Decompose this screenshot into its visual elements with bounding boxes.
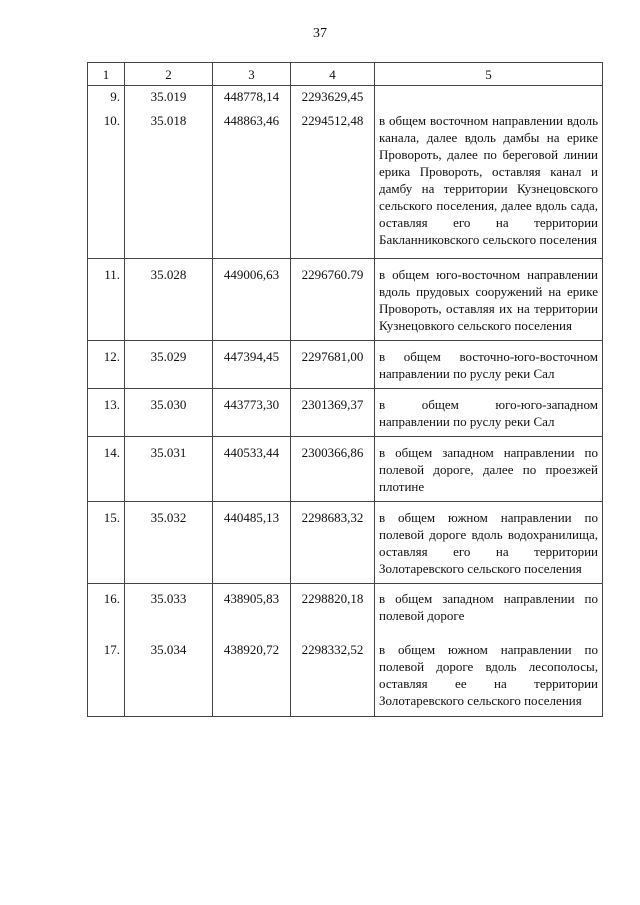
direction-description xyxy=(375,86,603,113)
row-number: 14. xyxy=(88,437,125,502)
coord-y: 2293629,45 xyxy=(291,86,375,113)
coord-x: 443773,30 xyxy=(213,389,291,437)
table-header-row xyxy=(88,63,603,86)
table-row xyxy=(88,437,603,502)
table-row xyxy=(88,86,603,113)
table-row xyxy=(88,259,603,341)
coord-x: 438920,72 xyxy=(213,633,291,717)
page-number: 37 xyxy=(313,26,327,41)
coord-x: 440485,13 xyxy=(213,502,291,584)
point-id: 35.019 xyxy=(125,86,213,113)
row-number: 10. xyxy=(88,112,125,259)
direction-description: в общем западном направлении по полевой дороге, далее по проезжей плотине xyxy=(375,437,603,502)
row-number: 17. xyxy=(88,633,125,717)
header-col-3: 3 xyxy=(213,63,291,86)
coord-x: 449006,63 xyxy=(213,259,291,341)
coord-x: 440533,44 xyxy=(213,437,291,502)
point-id: 35.033 xyxy=(125,584,213,634)
direction-description: в общем восточно-юго-восточном направлении по руслу реки Сал xyxy=(375,341,603,389)
row-number: 9. xyxy=(88,86,125,113)
table-row xyxy=(88,341,603,389)
row-number: 13. xyxy=(88,389,125,437)
table-row xyxy=(88,112,603,259)
direction-description: в общем восточном направлении вдоль канала, далее вдоль дамбы на ерике Провороть, далее по береговой линии ерика Провороть, оставляя канал и дамбу на территории Кузнецовского сельского поселения, далее вдоль сада, оставляя его на территории Бакланниковского сельского поселения xyxy=(375,112,603,259)
table-row xyxy=(88,389,603,437)
coord-y: 2301369,37 xyxy=(291,389,375,437)
coord-x: 438905,83 xyxy=(213,584,291,634)
direction-description: в общем западном направлении по полевой дороге xyxy=(375,584,603,634)
header-col-4: 4 xyxy=(291,63,375,86)
coord-y: 2294512,48 xyxy=(291,112,375,259)
coord-x: 448778,14 xyxy=(213,86,291,113)
boundary-points-table xyxy=(87,62,603,717)
direction-description: в общем южном направлении по полевой дороге вдоль водохранилища, оставляя его на территории Золотаревского сельского поселения xyxy=(375,502,603,584)
table-row xyxy=(88,502,603,584)
row-number: 12. xyxy=(88,341,125,389)
coord-y: 2300366,86 xyxy=(291,437,375,502)
row-number: 16. xyxy=(88,584,125,634)
coord-y: 2296760.79 xyxy=(291,259,375,341)
point-id: 35.018 xyxy=(125,112,213,259)
point-id: 35.034 xyxy=(125,633,213,717)
direction-description: в общем юго-восточном направлении вдоль прудовых сооружений на ерике Провороть, оставляя их на территории Кузнецовкого сельского поселения xyxy=(375,259,603,341)
direction-description: в общем юго-юго-западном направлении по руслу реки Сал xyxy=(375,389,603,437)
direction-description: в общем южном направлении по полевой дороге вдоль лесополосы, оставляя ее на территории Золотаревского сельского поселения xyxy=(375,633,603,717)
point-id: 35.032 xyxy=(125,502,213,584)
row-number: 15. xyxy=(88,502,125,584)
header-col-1: 1 xyxy=(88,63,125,86)
point-id: 35.029 xyxy=(125,341,213,389)
table-row xyxy=(88,584,603,634)
header-col-2: 2 xyxy=(125,63,213,86)
header-col-5: 5 xyxy=(375,63,603,86)
coord-y: 2297681,00 xyxy=(291,341,375,389)
row-number: 11. xyxy=(88,259,125,341)
point-id: 35.028 xyxy=(125,259,213,341)
point-id: 35.030 xyxy=(125,389,213,437)
table-row xyxy=(88,633,603,717)
coord-x: 447394,45 xyxy=(213,341,291,389)
coord-y: 2298683,32 xyxy=(291,502,375,584)
coord-x: 448863,46 xyxy=(213,112,291,259)
coord-y: 2298332,52 xyxy=(291,633,375,717)
coord-y: 2298820,18 xyxy=(291,584,375,634)
point-id: 35.031 xyxy=(125,437,213,502)
